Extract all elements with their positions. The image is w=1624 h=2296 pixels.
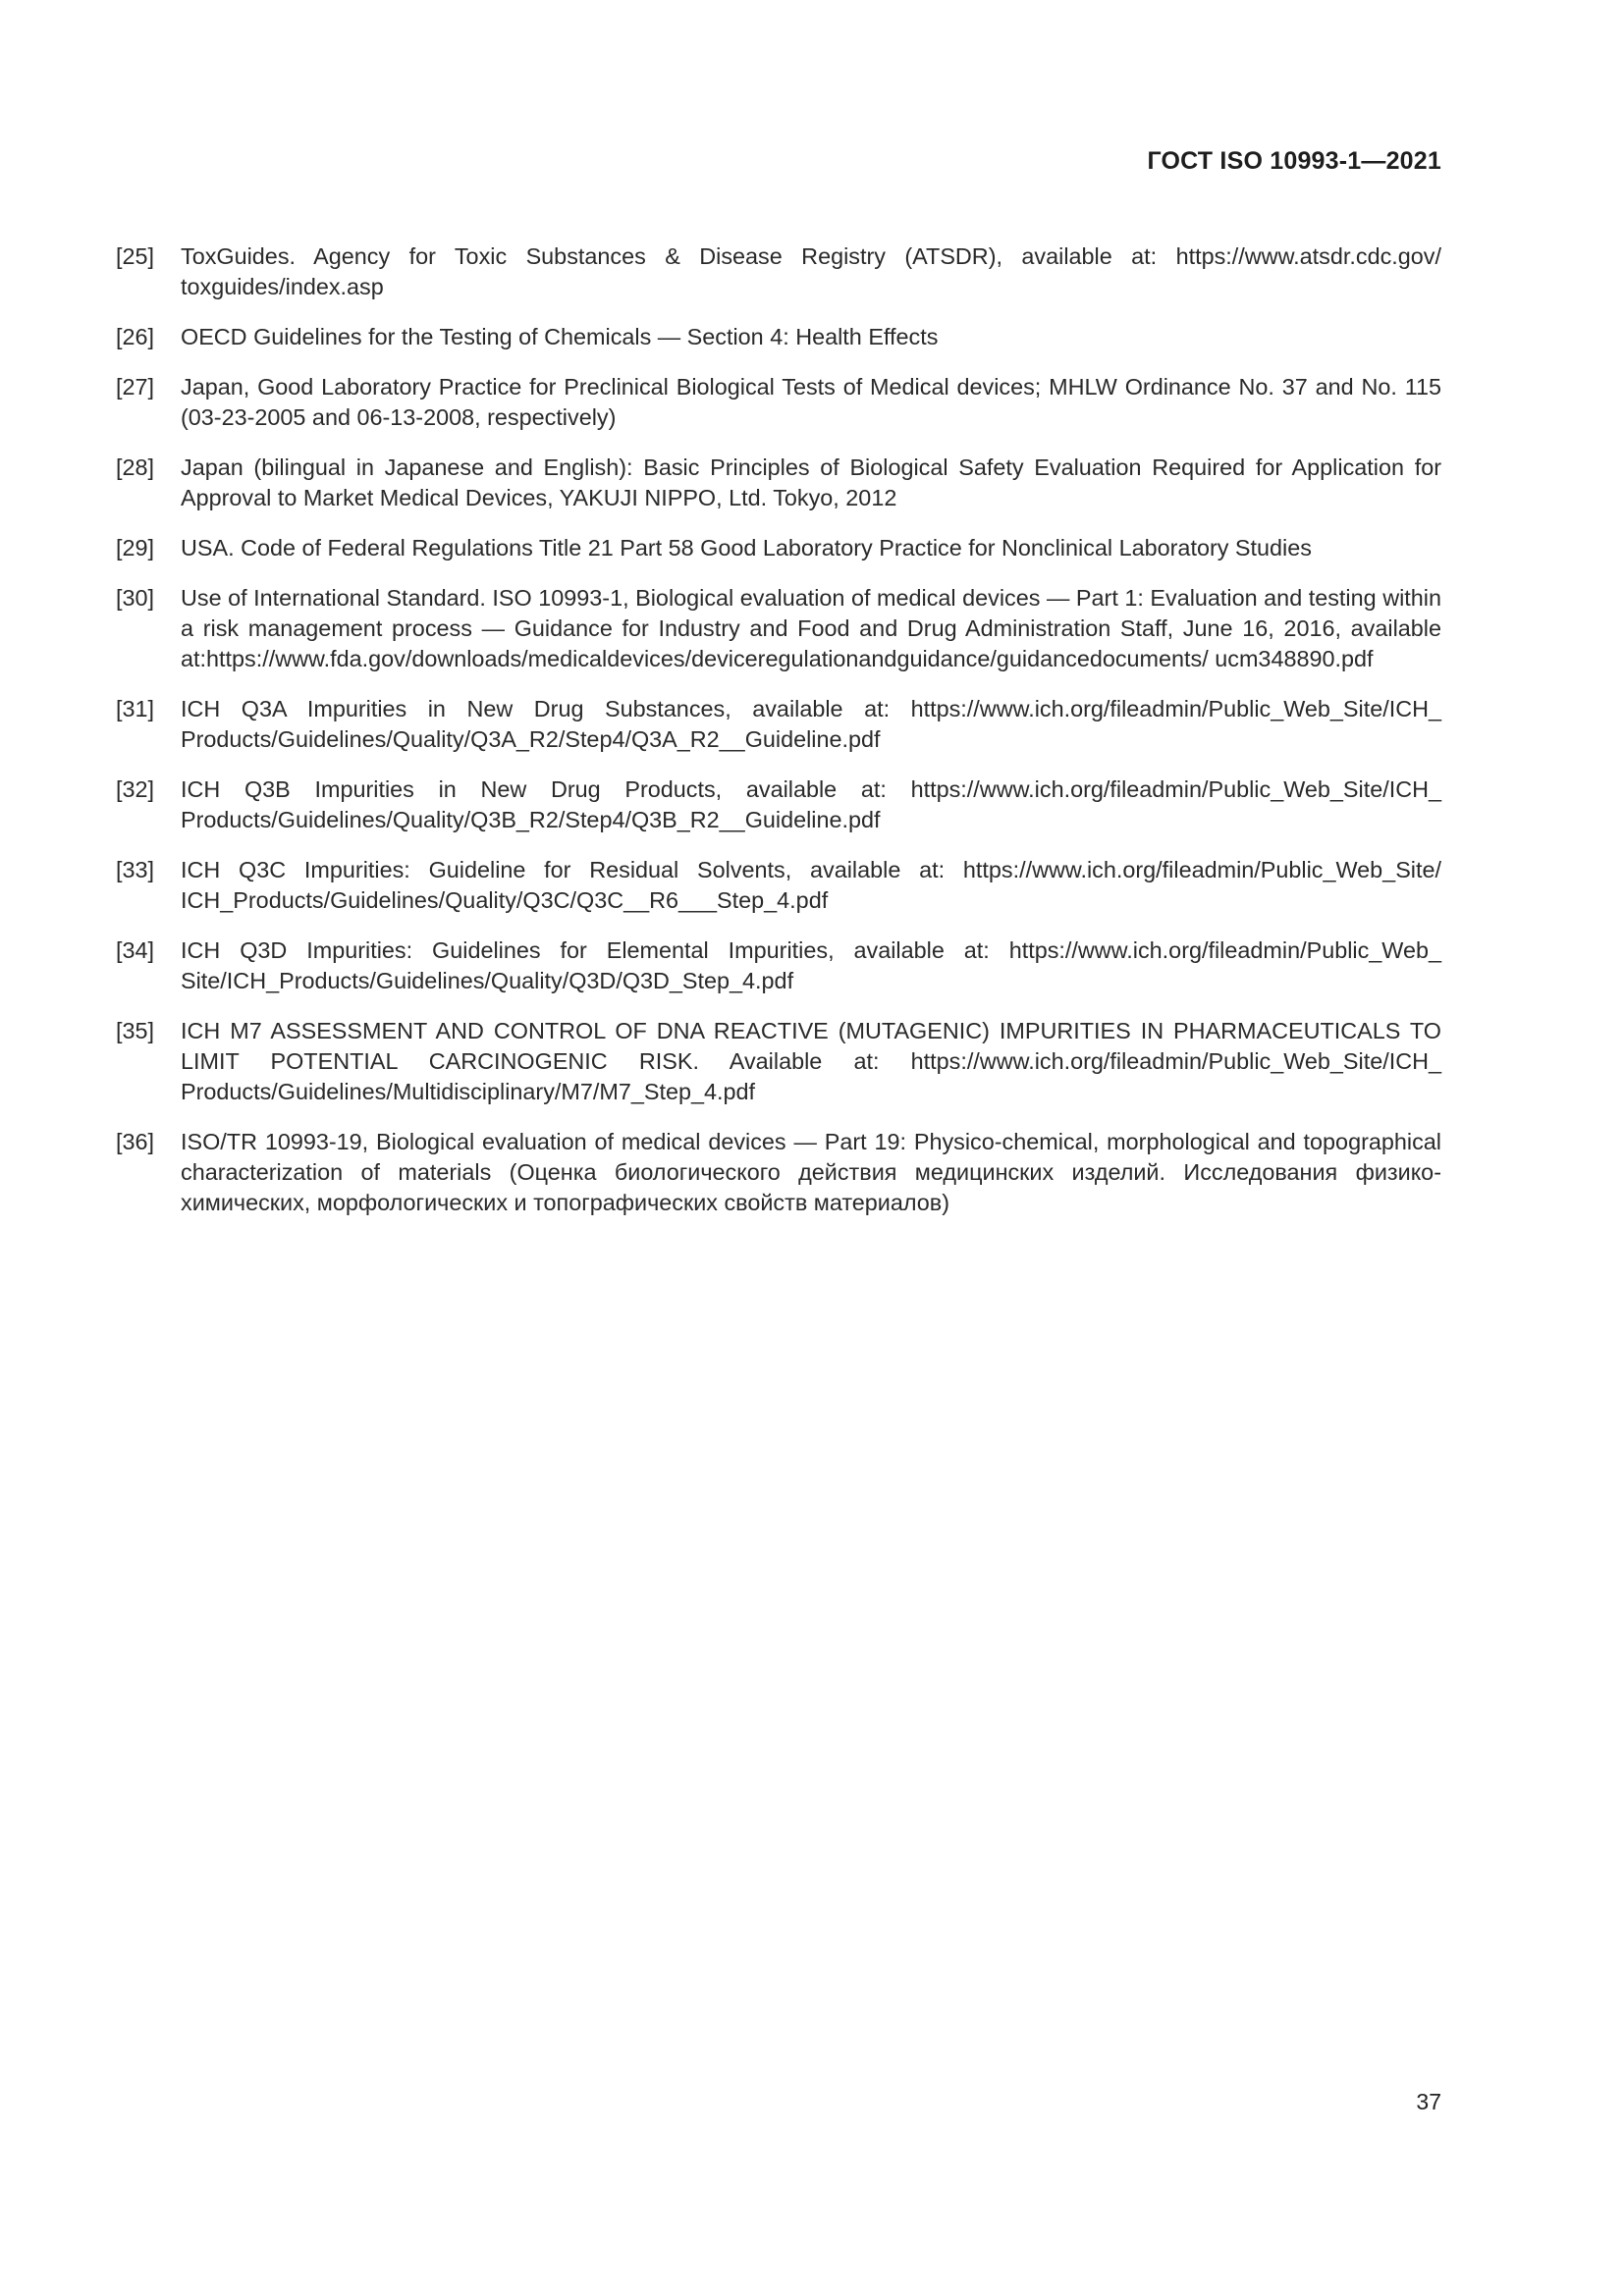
reference-text: Japan, Good Laboratory Practice for Preclinical Biological Tests of Medical devices; MHLW Ordinance No. 37 and No. 115 (03-23-2005 and 06-13-2008, respectively) bbox=[181, 374, 1441, 430]
reference-item-28 bbox=[116, 453, 1441, 513]
reference-number: [32] bbox=[116, 776, 155, 802]
reference-item-30 bbox=[116, 583, 1441, 674]
reference-text: ToxGuides. Agency for Toxic Substances & Disease Registry (ATSDR), available at: https://www.atsdr.cdc.gov/ toxguides/index.asp bbox=[181, 243, 1441, 299]
reference-number: [35] bbox=[116, 1018, 155, 1043]
reference-text: ICH Q3C Impurities: Guideline for Residual Solvents, available at: https://www.ich.org/fileadmin/Public_Web_Site/ ICH_Products/Guidelines/Quality/Q3C/Q3C__R6___Step_4.pdf bbox=[181, 857, 1441, 913]
reference-item-27 bbox=[116, 372, 1441, 433]
page-number: 37 bbox=[1416, 2089, 1441, 2114]
reference-item-35 bbox=[116, 1016, 1441, 1107]
reference-item-31 bbox=[116, 694, 1441, 755]
reference-number: [25] bbox=[116, 243, 155, 269]
reference-text: USA. Code of Federal Regulations Title 21 Part 58 Good Laboratory Practice for Nonclinical Laboratory Studies bbox=[181, 535, 1312, 561]
reference-text: Japan (bilingual in Japanese and English): Basic Principles of Biological Safety Evaluation Required for Application for Approval to Market Medical Devices, YAKUJI NIPPO, Ltd. Tokyo, 2012 bbox=[181, 454, 1441, 510]
reference-number: [33] bbox=[116, 857, 155, 882]
reference-number: [31] bbox=[116, 696, 155, 721]
reference-text: OECD Guidelines for the Testing of Chemicals — Section 4: Health Effects bbox=[181, 324, 939, 349]
reference-item-32 bbox=[116, 774, 1441, 835]
reference-number: [29] bbox=[116, 535, 155, 561]
reference-number: [28] bbox=[116, 454, 155, 480]
reference-number: [26] bbox=[116, 324, 155, 349]
reference-text: ICH Q3A Impurities in New Drug Substances, available at: https://www.ich.org/fileadmin/Public_Web_Site/ICH_ Products/Guidelines/Quality/Q3A_R2/Step4/Q3A_R2__Guideline.pdf bbox=[181, 696, 1441, 752]
reference-item-25 bbox=[116, 241, 1441, 302]
reference-number: [36] bbox=[116, 1129, 155, 1154]
reference-item-29 bbox=[116, 533, 1441, 563]
reference-number: [30] bbox=[116, 585, 155, 611]
reference-item-26 bbox=[116, 322, 1441, 352]
reference-text: ICH Q3B Impurities in New Drug Products, available at: https://www.ich.org/fileadmin/Public_Web_Site/ICH_ Products/Guidelines/Quality/Q3B_R2/Step4/Q3B_R2__Guideline.pdf bbox=[181, 776, 1441, 832]
reference-item-36 bbox=[116, 1127, 1441, 1218]
bibliography-list bbox=[116, 241, 1441, 1238]
reference-item-34 bbox=[116, 935, 1441, 996]
reference-text: Use of International Standard. ISO 10993-1, Biological evaluation of medical devices — Part 1: Evaluation and testing within a risk management process — Guidance for Industry and Food and Drug Administration Staff, June 16, 2016, available at:https://www.fda.gov/downloads/medicaldevices/deviceregulationandguidance/guidancedocuments/ ucm348890.pdf bbox=[181, 585, 1441, 671]
reference-number: [27] bbox=[116, 374, 155, 400]
reference-item-33 bbox=[116, 855, 1441, 916]
reference-text: ICH Q3D Impurities: Guidelines for Elemental Impurities, available at: https://www.ich.org/fileadmin/Public_Web_ Site/ICH_Products/Guidelines/Quality/Q3D/Q3D_Step_4.pdf bbox=[181, 937, 1441, 993]
reference-text: ISO/TR 10993-19, Biological evaluation of medical devices — Part 19: Physico-chemical, morphological and topographical characterization of materials (Оценка биологического действия медицинских изделий. Исследования физико-химических, морфологических и топографических свойств материалов) bbox=[181, 1129, 1441, 1215]
document-header: ГОСТ ISO 10993-1—2021 bbox=[1147, 147, 1441, 175]
reference-text: ICH M7 ASSESSMENT AND CONTROL OF DNA REACTIVE (MUTAGENIC) IMPURITIES IN PHARMACEUTICALS TO LIMIT POTENTIAL CARCINOGENIC RISK. Available at: https://www.ich.org/fileadmin/Public_Web_Site/ICH_ Products/Guidelines/Multidisciplinary/M7/M7_Step_4.pdf bbox=[181, 1018, 1441, 1104]
reference-number: [34] bbox=[116, 937, 155, 963]
